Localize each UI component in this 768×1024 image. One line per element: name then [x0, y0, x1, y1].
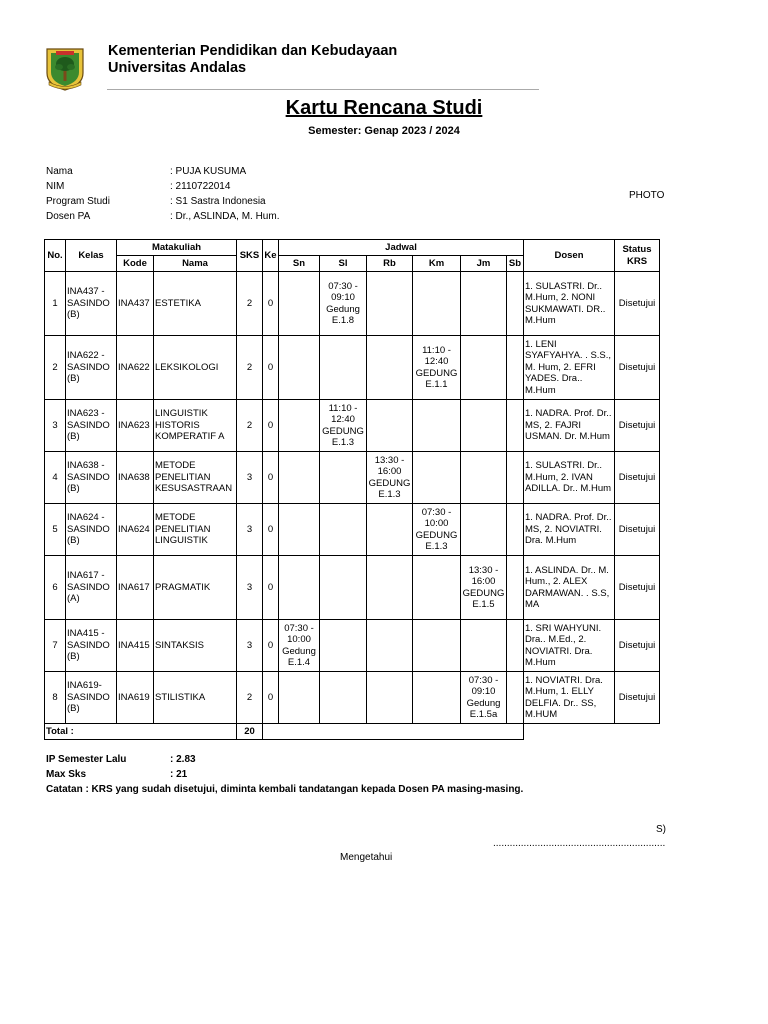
- cell-status: Disetujui: [615, 620, 660, 672]
- cell-ke: 0: [263, 336, 279, 400]
- photo-placeholder: PHOTO: [629, 190, 665, 201]
- header-km: Km: [413, 256, 461, 272]
- table-row: [45, 336, 660, 400]
- cell-no: 2: [45, 336, 66, 400]
- header-ke: Ke: [263, 240, 279, 272]
- cell-sn: 07:30 - 10:00 Gedung E.1.4: [279, 620, 320, 672]
- cell-sks: 2: [237, 272, 263, 336]
- info-value: : PUJA KUSUMA: [170, 166, 247, 177]
- info-label: NIM: [46, 181, 65, 192]
- cell-sl: 07:30 - 09:10 Gedung E.1.8: [320, 272, 367, 336]
- cell-kode: INA619: [117, 672, 154, 724]
- cell-rb: [367, 620, 413, 672]
- header-no: No.: [45, 240, 66, 272]
- header-status: Status KRS: [615, 240, 660, 272]
- cell-ke: 0: [263, 672, 279, 724]
- cell-sb: [507, 504, 524, 556]
- cell-no: 8: [45, 672, 66, 724]
- cell-status: Disetujui: [615, 504, 660, 556]
- info-value: : Dr., ASLINDA, M. Hum.: [170, 211, 280, 222]
- info-label: Dosen PA: [46, 211, 91, 222]
- cell-sks: 3: [237, 504, 263, 556]
- cell-sks: 2: [237, 672, 263, 724]
- cell-jm: [461, 504, 507, 556]
- info-row-program: [46, 196, 279, 211]
- table-row: [45, 620, 660, 672]
- cell-dosen: 1. NADRA. Prof. Dr.. MS, 2. NOVIATRI. Dra. M.Hum: [524, 504, 615, 556]
- cell-dosen: 1. NOVIATRI. Dra. M.Hum, 1. ELLY DELFIA. Dr.. SS, M.HUM: [524, 672, 615, 724]
- cell-kode: INA623: [117, 400, 154, 452]
- cell-rb: [367, 504, 413, 556]
- cell-km: [413, 400, 461, 452]
- cell-sl: [320, 556, 367, 620]
- cell-ke: 0: [263, 620, 279, 672]
- header-jm: Jm: [461, 256, 507, 272]
- info-label: Program Studi: [46, 196, 110, 207]
- cell-nama: METODE PENELITIAN LINGUISTIK: [154, 504, 237, 556]
- header-kode: Kode: [117, 256, 154, 272]
- cell-sb: [507, 672, 524, 724]
- summary-label: Max Sks: [46, 769, 87, 780]
- info-row-dosen-pa: [46, 211, 279, 226]
- student-info: [46, 166, 279, 226]
- header-sb: Sb: [507, 256, 524, 272]
- institution-header: [108, 43, 397, 77]
- cell-jm: 07:30 - 09:10 Gedung E.1.5a: [461, 672, 507, 724]
- signature-line: ..............................................................: [493, 838, 666, 849]
- cell-kelas: INA638 - SASINDO (B): [66, 452, 117, 504]
- cell-ke: 0: [263, 400, 279, 452]
- cell-no: 4: [45, 452, 66, 504]
- cell-rb: [367, 336, 413, 400]
- cell-km: [413, 452, 461, 504]
- cell-sks: 3: [237, 452, 263, 504]
- cell-kode: INA617: [117, 556, 154, 620]
- mengetahui-label: Mengetahui: [340, 852, 393, 863]
- cell-sks: 2: [237, 336, 263, 400]
- cell-km: [413, 672, 461, 724]
- header-rb: Rb: [367, 256, 413, 272]
- cell-status: Disetujui: [615, 556, 660, 620]
- signature-suffix: S): [656, 824, 666, 835]
- header-sks: SKS: [237, 240, 263, 272]
- semester-label: Semester: Genap 2023 / 2024: [308, 125, 460, 137]
- cell-sl: [320, 336, 367, 400]
- cell-dosen: 1. LENI SYAFYAHYA. . S.S., M. Hum, 2. EFRI YADES. Dra.. M.Hum: [524, 336, 615, 400]
- ministry-name: Kementerian Pendidikan dan Kebudayaan: [108, 43, 398, 59]
- cell-sb: [507, 400, 524, 452]
- cell-rb: [367, 672, 413, 724]
- cell-sb: [507, 620, 524, 672]
- cell-sl: [320, 504, 367, 556]
- cell-sl: [320, 672, 367, 724]
- cell-nama: ESTETIKA: [154, 272, 237, 336]
- cell-nama: LEKSIKOLOGI: [154, 336, 237, 400]
- cell-km: [413, 272, 461, 336]
- cell-sl: [320, 452, 367, 504]
- cell-kelas: INA622 - SASINDO (B): [66, 336, 117, 400]
- header-divider: [107, 89, 539, 90]
- cell-dosen: 1. SRI WAHYUNI. Dra.. M.Ed., 2. NOVIATRI. Dra. M.Hum: [524, 620, 615, 672]
- total-sks: 20: [237, 724, 263, 740]
- summary-label: IP Semester Lalu: [46, 754, 127, 765]
- table-row: [45, 272, 660, 336]
- cell-nama: STILISTIKA: [154, 672, 237, 724]
- cell-km: 07:30 - 10:00 GEDUNG E.1.3: [413, 504, 461, 556]
- table-row: [45, 504, 660, 556]
- cell-ke: 0: [263, 556, 279, 620]
- cell-kode: INA415: [117, 620, 154, 672]
- cell-jm: [461, 620, 507, 672]
- cell-no: 6: [45, 556, 66, 620]
- summary-value: : 21: [170, 769, 188, 780]
- cell-sn: [279, 336, 320, 400]
- cell-nama: PRAGMATIK: [154, 556, 237, 620]
- cell-dosen: 1. NADRA. Prof. Dr.. MS, 2. FAJRI USMAN. Dr. M.Hum: [524, 400, 615, 452]
- cell-dosen: 1. ASLINDA. Dr.. M. Hum., 2. ALEX DARMAWAN. . S.S, MA: [524, 556, 615, 620]
- cell-status: Disetujui: [615, 672, 660, 724]
- info-row-nama: [46, 166, 279, 181]
- cell-jm: 13:30 - 16:00 GEDUNG E.1.5: [461, 556, 507, 620]
- table-row: [45, 556, 660, 620]
- cell-jm: [461, 452, 507, 504]
- info-label: Nama: [46, 166, 73, 177]
- cell-ke: 0: [263, 504, 279, 556]
- cell-no: 7: [45, 620, 66, 672]
- cell-rb: 13:30 - 16:00 GEDUNG E.1.3: [367, 452, 413, 504]
- cell-sl: [320, 620, 367, 672]
- header-matakuliah: Matakuliah: [117, 240, 237, 256]
- cell-kode: INA624: [117, 504, 154, 556]
- cell-rb: [367, 272, 413, 336]
- cell-km: 11:10 - 12:40 GEDUNG E.1.1: [413, 336, 461, 400]
- header-sl: Sl: [320, 256, 367, 272]
- total-spacer: [263, 724, 524, 740]
- cell-dosen: 1. SULASTRI. Dr.. M.Hum, 2. IVAN ADILLA. Dr.. M.Hum: [524, 452, 615, 504]
- page-title: Kartu Rencana Studi: [285, 97, 483, 119]
- krs-table: [44, 239, 660, 740]
- cell-sn: [279, 452, 320, 504]
- summary-max-sks: [46, 769, 523, 784]
- cell-no: 1: [45, 272, 66, 336]
- cell-sb: [507, 272, 524, 336]
- cell-sks: 3: [237, 620, 263, 672]
- cell-no: 5: [45, 504, 66, 556]
- cell-sb: [507, 452, 524, 504]
- cell-sks: 3: [237, 556, 263, 620]
- cell-kode: INA437: [117, 272, 154, 336]
- cell-status: Disetujui: [615, 452, 660, 504]
- info-value: : S1 Sastra Indonesia: [170, 196, 266, 207]
- cell-ke: 0: [263, 272, 279, 336]
- cell-status: Disetujui: [615, 336, 660, 400]
- header-dosen: Dosen: [524, 240, 615, 272]
- cell-kelas: INA623 - SASINDO (B): [66, 400, 117, 452]
- cell-sb: [507, 336, 524, 400]
- cell-km: [413, 556, 461, 620]
- cell-sn: [279, 504, 320, 556]
- cell-kelas: INA619- SASINDO (B): [66, 672, 117, 724]
- note-text: Catatan : KRS yang sudah disetujui, diminta kembali tandatangan kepada Dosen PA masing-masing.: [46, 784, 524, 795]
- cell-sn: [279, 272, 320, 336]
- cell-sn: [279, 400, 320, 452]
- cell-nama: METODE PENELITIAN KESUSASTRAAN: [154, 452, 237, 504]
- cell-rb: [367, 556, 413, 620]
- cell-kelas: INA624 - SASINDO (B): [66, 504, 117, 556]
- cell-jm: [461, 336, 507, 400]
- summary-value: : 2.83: [170, 754, 196, 765]
- university-logo: [44, 47, 86, 91]
- cell-sn: [279, 672, 320, 724]
- cell-ke: 0: [263, 452, 279, 504]
- cell-sks: 2: [237, 400, 263, 452]
- cell-kode: INA622: [117, 336, 154, 400]
- cell-nama: LINGUISTIK HISTORIS KOMPERATIF A: [154, 400, 237, 452]
- cell-status: Disetujui: [615, 272, 660, 336]
- cell-nama: SINTAKSIS: [154, 620, 237, 672]
- table-row: [45, 400, 660, 452]
- summary: [46, 754, 523, 795]
- header-jadwal: Jadwal: [279, 240, 524, 256]
- cell-kelas: INA437 - SASINDO (B): [66, 272, 117, 336]
- summary-ip: [46, 754, 523, 769]
- header-sn: Sn: [279, 256, 320, 272]
- cell-jm: [461, 400, 507, 452]
- cell-sl: 11:10 - 12:40 GEDUNG E.1.3: [320, 400, 367, 452]
- cell-km: [413, 620, 461, 672]
- cell-sb: [507, 556, 524, 620]
- cell-kelas: INA617 - SASINDO (A): [66, 556, 117, 620]
- cell-kelas: INA415 - SASINDO (B): [66, 620, 117, 672]
- info-value: : 2110722014: [170, 181, 231, 192]
- total-label: Total :: [45, 724, 237, 740]
- table-row: [45, 452, 660, 504]
- header-nama: Nama: [154, 256, 237, 272]
- cell-no: 3: [45, 400, 66, 452]
- header-kelas: Kelas: [66, 240, 117, 272]
- cell-kode: INA638: [117, 452, 154, 504]
- info-row-nim: [46, 181, 279, 196]
- cell-jm: [461, 272, 507, 336]
- cell-rb: [367, 400, 413, 452]
- cell-sn: [279, 556, 320, 620]
- cell-status: Disetujui: [615, 400, 660, 452]
- cell-dosen: 1. SULASTRI. Dr.. M.Hum, 2. NONI SUKMAWATI. DR.. M.Hum: [524, 272, 615, 336]
- table-row: [45, 672, 660, 724]
- university-name: Universitas Andalas: [108, 60, 247, 76]
